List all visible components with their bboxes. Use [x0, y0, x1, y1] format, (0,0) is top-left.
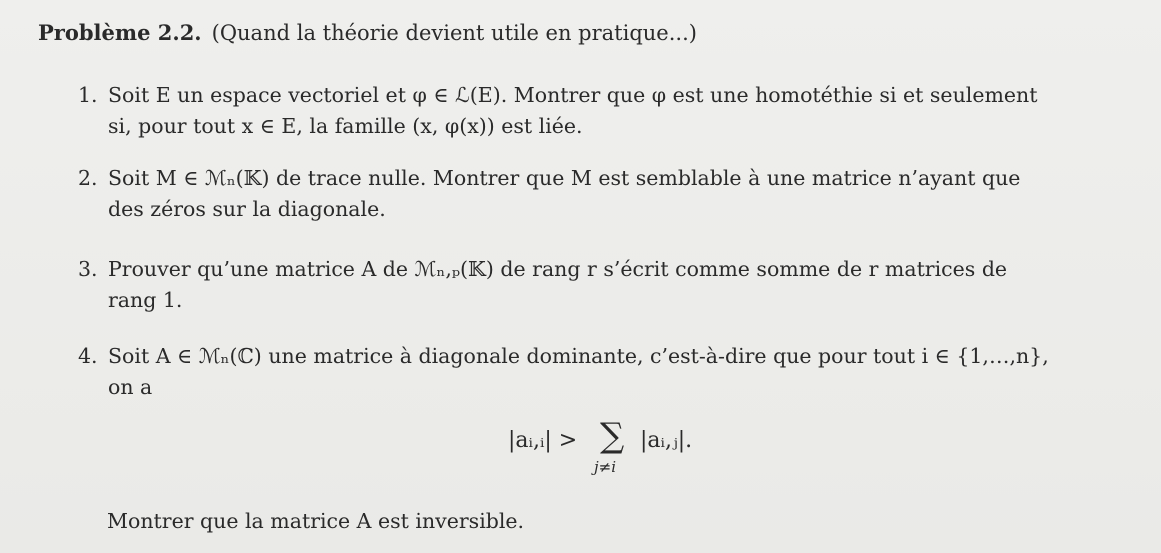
item-line: si, pour tout x ∈ E, la famille (x, φ(x)) est liée. — [108, 114, 583, 138]
item-text — [108, 254, 1118, 316]
item-number: 1. — [78, 83, 98, 107]
item-line: Soit A ∈ ℳₙ(ℂ) une matrice à diagonale dominante, c’est-à-dire que pour tout i ∈ {1,…,n}, — [108, 344, 1049, 368]
item-line: Soit E un espace vectoriel et φ ∈ ℒ(E). Montrer que φ est une homotéthie si et seulement — [108, 83, 1038, 107]
problem-subtitle: (Quand la théorie devient utile en pratique...) — [211, 21, 697, 45]
item-text — [108, 341, 1118, 403]
item-line: Soit M ∈ ℳₙ(𝕂) de trace nulle. Montrer que M est semblable à une matrice n’ayant que — [108, 166, 1021, 190]
list-item — [78, 254, 1118, 316]
problem-heading — [38, 18, 697, 48]
list-item — [78, 341, 1118, 403]
item-line: rang 1. — [108, 288, 183, 312]
formula-lhs: |aᵢ,ᵢ| > — [508, 428, 578, 453]
formula-rhs: |aᵢ,ⱼ|. — [640, 428, 693, 453]
diagonal-dominance-formula — [508, 418, 768, 482]
item-line: Prouver qu’une matrice A de ℳₙ,ₚ(𝕂) de rang r s’écrit comme somme de r matrices de — [108, 257, 1008, 281]
list-item — [78, 80, 1118, 142]
sum-subscript: j≠i — [594, 458, 617, 476]
list-item — [78, 163, 1118, 225]
item-text — [108, 80, 1118, 142]
item-number: 2. — [78, 166, 98, 190]
sum-symbol: ∑ — [600, 416, 625, 456]
conclusion-text: Montrer que la matrice A est inversible. — [107, 509, 525, 533]
item-number: 4. — [78, 344, 98, 368]
item-line: des zéros sur la diagonale. — [108, 197, 386, 221]
item-line: on a — [108, 375, 153, 399]
problem-label: Problème 2.2. — [38, 20, 202, 45]
item-number: 3. — [78, 257, 98, 281]
item-text — [108, 163, 1118, 225]
